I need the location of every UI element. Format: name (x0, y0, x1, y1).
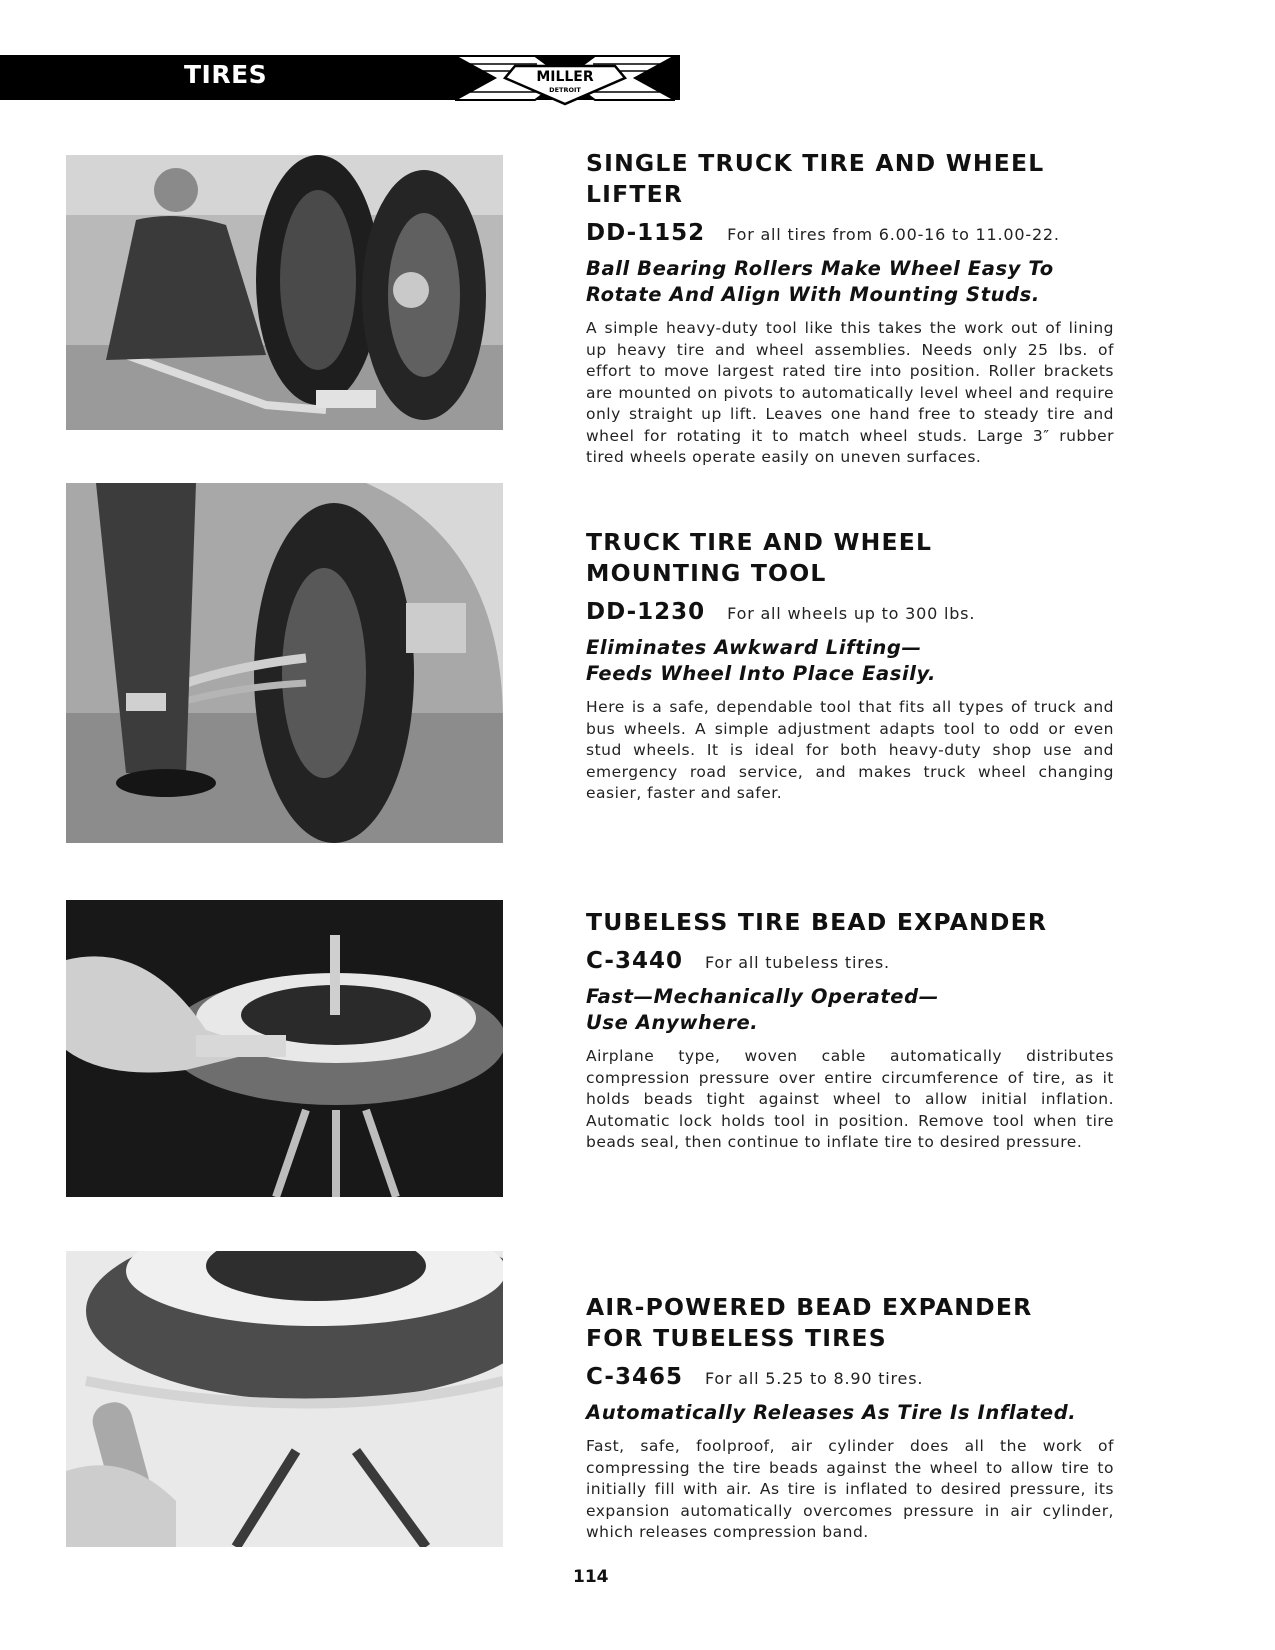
model-row (586, 948, 1114, 974)
model-description: For all tubeless tires. (704, 953, 890, 972)
section-title: TIRES (184, 60, 268, 89)
product-body: Here is a safe, dependable tool that fits all types of truck and bus wheels. A simple adjustment adapts tool to odd or even stud wheels. It is ideal for both heavy-duty shop use and emergency road service, and makes truck wheel changing easier, faster and safer. (586, 698, 1114, 802)
product-title: SINGLE TRUCK TIRE AND WHEEL LIFTER (586, 149, 1045, 208)
model-description: For all tires from 6.00-16 to 11.00-22. (727, 225, 1060, 244)
product-tagline: Fast—Mechanically Operated— Use Anywhere. (586, 985, 939, 1034)
model-row (586, 220, 1114, 246)
model-description: For all 5.25 to 8.90 tires. (704, 1369, 924, 1388)
product-body: Fast, safe, foolproof, air cylinder does all the work of compressing the tire beads against the wheel to allow tire to initially fill with air. As tire is inflated to desired pressure, its expansion automatically overcomes pressure in air cylinder, which releases compression band. (586, 1437, 1114, 1541)
center-post (330, 935, 340, 1015)
product-tagline: Eliminates Awkward Lifting— Feeds Wheel Into Place Easily. (586, 636, 937, 685)
photo-air-bead-expander (66, 1251, 503, 1547)
logo-city: DETROIT (549, 86, 581, 94)
model-number: C-3465 (586, 1364, 683, 1390)
product-title: AIR-POWERED BEAD EXPANDER FOR TUBELESS TIRES (586, 1293, 1033, 1352)
model-number: C-3440 (586, 948, 683, 974)
page-number: 114 (573, 1567, 609, 1587)
model-number: DD-1152 (586, 220, 706, 246)
product-body: A simple heavy-duty tool like this takes the work out of lining up heavy tire and wheel assemblies. Needs only 25 lbs. of effort to move largest rated tire into position. Roller brackets are mounted on pivots to automatically level wheel and require only straight up lift. Leaves one hand free to steady tire and wheel for rotating it to match wheel studs. Large 3″ rubber tired wheels operate easily on uneven surfaces. (586, 319, 1114, 466)
model-row (586, 599, 1114, 625)
model-number: DD-1230 (586, 599, 706, 625)
product-title: TUBELESS TIRE BEAD EXPANDER (586, 908, 1048, 936)
product-body: Airplane type, woven cable automatically distributes compression pressure over entire circumference of tire, as it holds beads tight against wheel to allow initial inflation. Automatic lock holds tool in position. Remove tool when tire beads seal, then continue to inflate tire to desired pressure. (586, 1047, 1114, 1151)
product-section-dd1230 (586, 527, 1114, 805)
product-section-c3440 (586, 907, 1114, 1154)
product-tagline: Ball Bearing Rollers Make Wheel Easy To Rotate And Align With Mounting Studs. (586, 257, 1054, 306)
product-section-dd1152 (586, 148, 1114, 469)
model-row (586, 1364, 1114, 1390)
product-section-c3465 (586, 1292, 1114, 1544)
miller-logo (455, 48, 675, 108)
logo-name: MILLER (536, 69, 594, 85)
model-description: For all wheels up to 300 lbs. (727, 604, 976, 623)
person-icon (154, 168, 198, 212)
photo-tire-lifter (66, 155, 503, 430)
photo-bead-expander (66, 900, 503, 1197)
product-tagline: Automatically Releases As Tire Is Inflated. (586, 1401, 1077, 1424)
product-title: TRUCK TIRE AND WHEEL MOUNTING TOOL (586, 528, 933, 587)
photo-mounting-tool (66, 483, 503, 843)
